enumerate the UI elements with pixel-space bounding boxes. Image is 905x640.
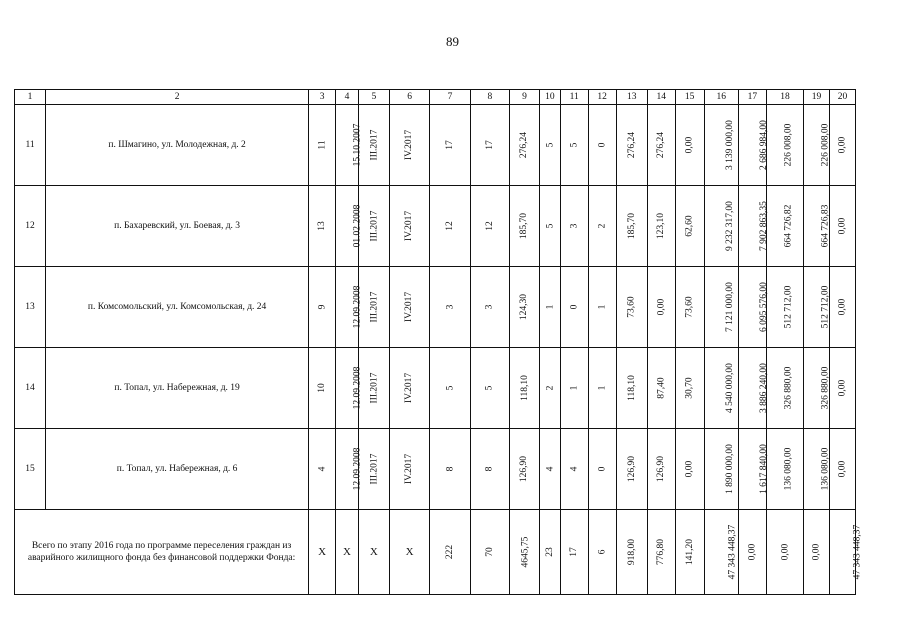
header-cell: 14 xyxy=(647,90,675,105)
cell-value: 01.02.2008 xyxy=(352,204,363,248)
value-cell xyxy=(510,429,540,510)
cell-value: III.2017 xyxy=(369,291,380,323)
cell-value: 23 xyxy=(544,547,555,557)
cell-value: 776,80 xyxy=(656,538,667,566)
value-cell xyxy=(336,348,363,429)
cell-value: 11 xyxy=(317,140,328,150)
cell-value: 12.09.2008 xyxy=(352,366,363,410)
cell-value: 1 xyxy=(597,385,608,391)
value-cell xyxy=(675,105,704,186)
value-cell xyxy=(430,348,470,429)
cell-value: 17 xyxy=(569,547,580,557)
cell-value: 326 880,00 xyxy=(820,366,831,410)
value-cell xyxy=(560,510,588,595)
cell-value: 1 890 000,00 xyxy=(724,444,735,494)
value-cell xyxy=(766,267,803,348)
cell-value: 1 xyxy=(544,304,555,310)
value-cell xyxy=(704,429,738,510)
cell-value: 6 095 576,00 xyxy=(758,282,769,332)
cell-value: 4 xyxy=(569,466,580,472)
cell-value: 4 540 000,00 xyxy=(724,363,735,413)
header-cell: 6 xyxy=(389,90,429,105)
value-cell xyxy=(675,510,704,595)
value-cell xyxy=(358,267,389,348)
value-cell xyxy=(540,186,561,267)
address-cell: п. Топал, ул. Набережная, д. 6 xyxy=(46,429,309,510)
cell-value: 17 xyxy=(484,140,495,150)
cell-value: 136 080,00 xyxy=(783,447,794,491)
value-cell xyxy=(560,267,588,348)
cell-value: 0,00 xyxy=(837,136,848,154)
cell-value: 6 xyxy=(597,549,608,555)
value-cell xyxy=(588,186,616,267)
value-cell xyxy=(510,186,540,267)
cell-value: 0,00 xyxy=(837,460,848,478)
header-cell: 10 xyxy=(540,90,561,105)
cell-value: 3 xyxy=(484,304,495,310)
header-cell: 12 xyxy=(588,90,616,105)
value-cell xyxy=(470,429,509,510)
cell-value: 13 xyxy=(317,221,328,231)
value-cell xyxy=(588,510,616,595)
cell-value: 5 xyxy=(569,142,580,148)
cell-value: 1 xyxy=(597,304,608,310)
cell-value: 1 xyxy=(569,385,580,391)
value-cell xyxy=(766,510,803,595)
value-cell xyxy=(766,186,803,267)
value-cell xyxy=(430,267,470,348)
cell-value: 9 xyxy=(317,304,328,310)
cell-value: 118,10 xyxy=(626,375,637,401)
value-cell xyxy=(804,429,830,510)
address-cell: п. Топал, ул. Набережная, д. 19 xyxy=(46,348,309,429)
cell-value: 4 xyxy=(317,466,328,472)
value-cell xyxy=(804,105,830,186)
header-cell: 13 xyxy=(616,90,647,105)
total-x-cell: X xyxy=(336,510,359,595)
value-cell xyxy=(336,267,363,348)
value-cell xyxy=(540,429,561,510)
value-cell xyxy=(704,348,738,429)
cell-value: 47 343 448,37 xyxy=(726,524,737,580)
cell-value: 47 343 448,37 xyxy=(852,524,863,580)
value-cell xyxy=(738,348,769,429)
header-cell: 19 xyxy=(804,90,830,105)
value-cell xyxy=(766,105,803,186)
value-cell xyxy=(358,429,389,510)
value-cell xyxy=(540,510,561,595)
value-cell xyxy=(738,105,769,186)
cell-value: 70 xyxy=(484,547,495,557)
value-cell xyxy=(829,105,855,186)
cell-value: 141,20 xyxy=(684,538,695,566)
value-cell xyxy=(358,105,389,186)
header-cell: 20 xyxy=(829,90,855,105)
value-cell xyxy=(647,510,675,595)
header-cell: 1 xyxy=(15,90,46,105)
cell-value: 0 xyxy=(597,466,608,472)
cell-value: 0 xyxy=(569,304,580,310)
cell-value: 226 008,00 xyxy=(820,123,831,167)
cell-value: 30,70 xyxy=(684,377,695,399)
value-cell xyxy=(470,510,509,595)
value-cell xyxy=(829,510,863,595)
value-cell xyxy=(430,510,470,595)
total-x-cell: X xyxy=(389,510,429,595)
value-cell xyxy=(704,186,738,267)
cell-value: 0,00 xyxy=(747,543,758,561)
cell-value: 276,24 xyxy=(626,131,637,159)
cell-value: 185,70 xyxy=(626,212,637,240)
value-cell xyxy=(470,105,509,186)
cell-value: 0,00 xyxy=(837,217,848,235)
cell-value: 276,24 xyxy=(519,131,530,159)
header-cell: 5 xyxy=(358,90,389,105)
cell-value: IV.2017 xyxy=(404,453,415,485)
value-cell xyxy=(309,429,336,510)
value-cell xyxy=(309,186,336,267)
cell-value: III.2017 xyxy=(369,372,380,404)
cell-value: III.2017 xyxy=(369,453,380,485)
header-cell: 16 xyxy=(704,90,738,105)
cell-value: 222 xyxy=(444,544,455,560)
value-cell xyxy=(389,267,429,348)
value-cell xyxy=(540,267,561,348)
cell-value: 0,00 xyxy=(684,136,695,154)
value-cell xyxy=(616,267,647,348)
value-cell xyxy=(588,348,616,429)
value-cell xyxy=(560,348,588,429)
cell-value: 512 712,00 xyxy=(783,285,794,329)
page-number: 89 xyxy=(446,34,459,49)
value-cell xyxy=(616,105,647,186)
cell-value: 664 726,83 xyxy=(820,204,831,248)
cell-value: 3 xyxy=(444,304,455,310)
value-cell xyxy=(738,186,769,267)
header-cell: 8 xyxy=(470,90,509,105)
resettlement-table xyxy=(14,89,863,595)
value-cell xyxy=(358,348,389,429)
row-number: 15 xyxy=(15,429,46,510)
cell-value: 5 xyxy=(544,142,555,148)
cell-value: 9 232 317,00 xyxy=(724,201,735,251)
value-cell xyxy=(804,267,830,348)
cell-value: 5 xyxy=(484,385,495,391)
cell-value: 8 xyxy=(484,466,495,472)
value-cell xyxy=(616,429,647,510)
value-cell xyxy=(675,186,704,267)
value-cell xyxy=(510,267,540,348)
cell-value: 0 xyxy=(597,142,608,148)
value-cell xyxy=(470,348,509,429)
cell-value: 17 xyxy=(444,140,455,150)
header-cell: 2 xyxy=(46,90,309,105)
cell-value: 2 xyxy=(597,223,608,229)
cell-value: 3 886 240,00 xyxy=(758,363,769,413)
value-cell xyxy=(829,186,855,267)
header-cell: 4 xyxy=(336,90,359,105)
value-cell xyxy=(647,429,675,510)
value-cell xyxy=(540,105,561,186)
value-cell xyxy=(430,105,470,186)
value-cell xyxy=(510,105,540,186)
table-row xyxy=(15,186,856,267)
row-number: 14 xyxy=(15,348,46,429)
value-cell xyxy=(616,510,647,595)
row-number: 13 xyxy=(15,267,46,348)
value-cell xyxy=(829,348,855,429)
header-row xyxy=(15,90,856,105)
value-cell xyxy=(766,348,803,429)
value-cell xyxy=(766,429,803,510)
value-cell xyxy=(616,186,647,267)
header-cell: 3 xyxy=(309,90,336,105)
value-cell xyxy=(804,348,830,429)
value-cell xyxy=(560,186,588,267)
cell-value: 5 xyxy=(544,223,555,229)
row-number: 11 xyxy=(15,105,46,186)
cell-value: 87,40 xyxy=(656,377,667,399)
value-cell xyxy=(647,105,675,186)
cell-value: 512 712,00 xyxy=(820,285,831,329)
value-cell xyxy=(616,348,647,429)
total-row xyxy=(15,510,856,595)
cell-value: III.2017 xyxy=(369,129,380,161)
value-cell xyxy=(309,348,336,429)
cell-value: 0,00 xyxy=(684,460,695,478)
value-cell xyxy=(738,429,769,510)
value-cell xyxy=(704,267,738,348)
value-cell xyxy=(738,510,766,595)
header-cell: 7 xyxy=(430,90,470,105)
value-cell xyxy=(470,267,509,348)
cell-value: IV.2017 xyxy=(404,210,415,242)
cell-value: 136 080,00 xyxy=(820,447,831,491)
cell-value: 918,00 xyxy=(626,538,637,566)
value-cell xyxy=(560,429,588,510)
value-cell xyxy=(675,267,704,348)
cell-value: 664 726,82 xyxy=(783,204,794,248)
cell-value: 0,00 xyxy=(837,379,848,397)
cell-value: 12.09.2008 xyxy=(352,447,363,491)
value-cell xyxy=(829,267,855,348)
total-x-cell: X xyxy=(309,510,336,595)
cell-value: 10 xyxy=(317,383,328,393)
value-cell xyxy=(588,105,616,186)
cell-value: 2 686 984,00 xyxy=(758,120,769,170)
value-cell xyxy=(829,429,855,510)
table-row xyxy=(15,348,856,429)
value-cell xyxy=(358,186,389,267)
value-cell xyxy=(430,186,470,267)
value-cell xyxy=(389,105,429,186)
header-cell: 18 xyxy=(766,90,803,105)
value-cell xyxy=(430,429,470,510)
cell-value: 276,24 xyxy=(656,131,667,159)
value-cell xyxy=(510,510,540,595)
value-cell xyxy=(647,267,675,348)
cell-value: 1 617 840,00 xyxy=(758,444,769,494)
row-number: 12 xyxy=(15,186,46,267)
cell-value: 123,10 xyxy=(656,212,667,240)
cell-value: III.2017 xyxy=(369,210,380,242)
cell-value: 126,90 xyxy=(519,455,530,483)
value-cell xyxy=(540,348,561,429)
value-cell xyxy=(309,267,336,348)
cell-value: IV.2017 xyxy=(404,291,415,323)
value-cell xyxy=(738,267,769,348)
cell-value: 126,90 xyxy=(656,455,667,483)
total-x-cell: X xyxy=(358,510,389,595)
cell-value: 124,30 xyxy=(519,293,530,321)
value-cell xyxy=(804,186,830,267)
value-cell xyxy=(336,105,363,186)
cell-value: 12 xyxy=(484,221,495,231)
cell-value: 7 121 000,00 xyxy=(724,282,735,332)
value-cell xyxy=(389,186,429,267)
cell-value: 126,90 xyxy=(626,455,637,483)
cell-value: 62,60 xyxy=(684,215,695,237)
cell-value: 7 902 863,35 xyxy=(758,201,769,251)
value-cell xyxy=(675,348,704,429)
cell-value: 0,00 xyxy=(811,543,822,561)
value-cell xyxy=(336,429,363,510)
cell-value: 0,00 xyxy=(656,298,667,316)
cell-value: 8 xyxy=(444,466,455,472)
cell-value: 5 xyxy=(444,385,455,391)
value-cell xyxy=(510,348,540,429)
cell-value: 185,70 xyxy=(519,212,530,240)
cell-value: IV.2017 xyxy=(404,372,415,404)
address-cell: п. Комсомольский, ул. Комсомольская, д. 24 xyxy=(46,267,309,348)
cell-value: 12 xyxy=(444,221,455,231)
cell-value: 73,60 xyxy=(684,296,695,318)
cell-value: 12.09.2008 xyxy=(352,285,363,329)
address-cell: п. Бахаревский, ул. Боевая, д. 3 xyxy=(46,186,309,267)
cell-value: 0,00 xyxy=(837,298,848,316)
total-label: Всего по этапу 2016 года по программе переселения граждан из аварийного жилищного фонда без финансовой поддержки Фонда: xyxy=(15,510,309,595)
address-cell: п. Шмагино, ул. Молодежная, д. 2 xyxy=(46,105,309,186)
value-cell xyxy=(704,105,738,186)
value-cell xyxy=(309,105,336,186)
header-cell: 15 xyxy=(675,90,704,105)
header-cell: 9 xyxy=(510,90,540,105)
value-cell xyxy=(560,105,588,186)
cell-value: 226 008,00 xyxy=(783,123,794,167)
value-cell xyxy=(675,429,704,510)
cell-value: IV.2017 xyxy=(404,129,415,161)
cell-value: 4645,75 xyxy=(520,536,531,568)
cell-value: 3 139 000,00 xyxy=(724,120,735,170)
value-cell xyxy=(647,348,675,429)
cell-value: 73,60 xyxy=(626,296,637,318)
cell-value: 3 xyxy=(569,223,580,229)
value-cell xyxy=(389,348,429,429)
value-cell xyxy=(588,267,616,348)
value-cell xyxy=(647,186,675,267)
value-cell xyxy=(389,429,429,510)
value-cell xyxy=(804,510,830,595)
table-row xyxy=(15,429,856,510)
value-cell xyxy=(336,186,363,267)
cell-value: 2 xyxy=(544,385,555,391)
header-cell: 11 xyxy=(560,90,588,105)
table-row xyxy=(15,267,856,348)
cell-value: 118,10 xyxy=(519,375,530,401)
cell-value: 15.10.2007 xyxy=(352,123,363,167)
table-row xyxy=(15,105,856,186)
value-cell xyxy=(470,186,509,267)
cell-value: 0,00 xyxy=(779,543,790,561)
value-cell xyxy=(588,429,616,510)
cell-value: 4 xyxy=(544,466,555,472)
header-cell: 17 xyxy=(738,90,766,105)
cell-value: 326 880,00 xyxy=(783,366,794,410)
value-cell xyxy=(704,510,738,595)
